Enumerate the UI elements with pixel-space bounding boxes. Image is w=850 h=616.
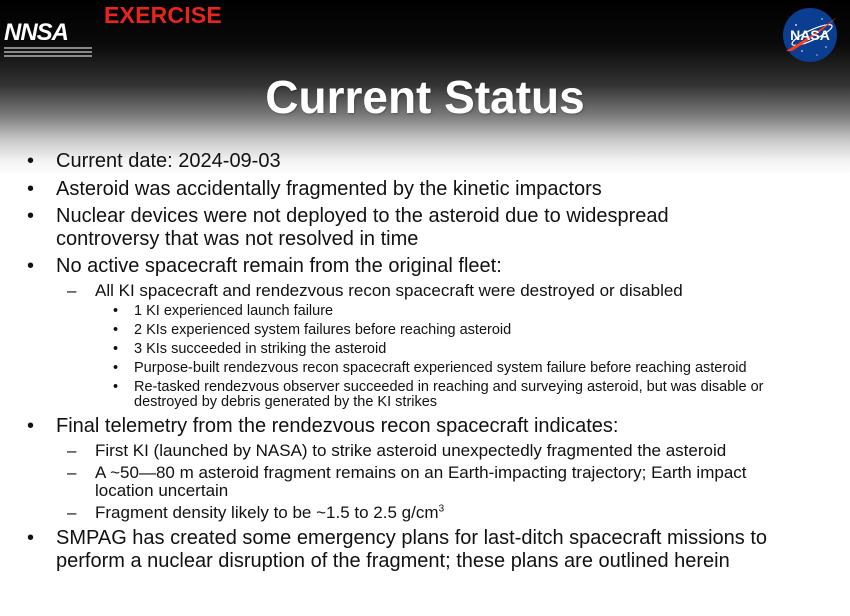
sub-bullet-item [0, 442, 850, 460]
bullet-icon: • [113, 322, 119, 338]
sub-sub-bullet-text: 1 KI experienced launch failure [134, 303, 334, 319]
bullet-icon: • [27, 150, 35, 172]
density-text: Fragment density likely to be ~1.5 to 2.5 g/cm [95, 503, 439, 522]
nnsa-logo-text: NNSA [4, 19, 69, 46]
bullet-item [0, 527, 850, 573]
sub-bullet-text: First KI (launched by NASA) to strike asteroid unexpectedly fragmented the asteroid [95, 441, 727, 460]
page-title: Current Status [265, 71, 585, 123]
nnsa-speed-lines-icon [4, 46, 94, 60]
sub-bullet-text [95, 504, 850, 522]
bullet-item [0, 150, 850, 173]
sub-bullet-item [0, 464, 850, 500]
bullet-icon: • [113, 341, 119, 357]
sub-sub-bullet-text: 2 KIs experienced system failures before reaching asteroid [134, 322, 512, 338]
bullet-icon: • [113, 360, 119, 376]
bullet-item [0, 415, 850, 438]
bullet-icon: • [113, 379, 119, 395]
dash-icon: – [67, 463, 77, 482]
sub-sub-bullet-item [0, 304, 850, 319]
bullet-icon: • [113, 303, 119, 319]
bullet-item [0, 255, 850, 278]
exercise-label: EXERCISE [104, 2, 222, 28]
bullet-text: Final telemetry from the rendezvous recon spacecraft indicates: [56, 415, 619, 437]
sub-sub-bullet-text: 3 KIs succeeded in striking the asteroid [134, 341, 387, 357]
bullet-item [0, 178, 850, 201]
sub-sub-bullet-text: Re-tasked rendezvous observer succeeded in reaching and surveying asteroid, but was disable or destroyed by debris generated by the KI strikes [134, 379, 764, 410]
bullet-icon: • [27, 255, 35, 277]
bullet-text: Current date: 2024-09-03 [56, 150, 281, 172]
bullet-text: SMPAG has created some emergency plans for last-ditch spacecraft missions to perform a nuclear disruption of the fragment; these plans are outlined herein [56, 527, 768, 572]
dash-icon: – [67, 503, 77, 522]
sub-sub-bullet-item [0, 323, 850, 338]
sub-bullet-text: All KI spacecraft and rendezvous recon spacecraft were destroyed or disabled [95, 281, 683, 300]
sub-sub-bullet-text: Purpose-built rendezvous recon spacecraft experienced system failure before reaching asteroid [134, 360, 747, 376]
sub-bullet-item [0, 282, 850, 300]
bullet-item [0, 205, 850, 251]
bullet-icon: • [27, 178, 35, 200]
bullet-icon: • [27, 415, 35, 437]
dash-icon: – [67, 441, 77, 460]
bullet-list [0, 150, 850, 573]
sub-sub-bullet-item [0, 361, 850, 376]
sub-sub-bullet-item [0, 342, 850, 357]
bullet-icon: • [27, 527, 35, 549]
dash-icon: – [67, 281, 77, 300]
nasa-logo-text: NASA [790, 27, 830, 43]
nasa-logo-icon [782, 7, 838, 63]
bullet-icon: • [27, 205, 35, 227]
sub-bullet-text: A ~50—80 m asteroid fragment remains on an Earth-impacting trajectory; Earth impact location uncertain [95, 463, 747, 500]
bullet-text: No active spacecraft remain from the original fleet: [56, 255, 502, 277]
sub-bullet-item [0, 504, 850, 522]
density-superscript: 3 [438, 503, 445, 515]
sub-sub-bullet-item [0, 380, 850, 410]
bullet-text: Asteroid was accidentally fragmented by the kinetic impactors [56, 178, 602, 200]
bullet-text: Nuclear devices were not deployed to the asteroid due to widespread controversy that was not resolved in time [56, 205, 669, 250]
